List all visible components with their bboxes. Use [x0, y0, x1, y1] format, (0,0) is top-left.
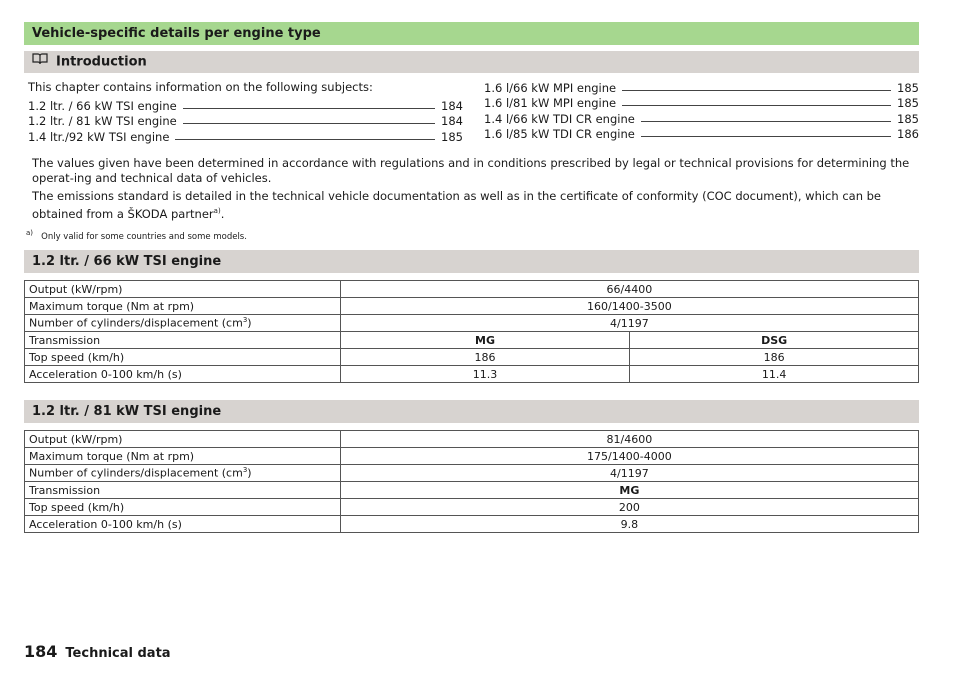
toc-item[interactable] — [484, 110, 919, 126]
toc-item-label: 1.6 l/66 kW MPI engine — [484, 80, 617, 95]
footnote — [26, 229, 247, 242]
toc-item-page: 184 — [441, 114, 463, 128]
row-label: Maximum torque (Nm at rpm) — [25, 448, 341, 465]
toc-leader — [183, 108, 435, 109]
row-value: 160/1400-3500 — [340, 298, 918, 315]
introduction-label: Introduction — [56, 54, 147, 70]
toc-item-page: 184 — [441, 98, 463, 113]
row-value: 175/1400-4000 — [340, 448, 918, 465]
toc-item-page: 185 — [441, 129, 463, 144]
row-label: Top speed (km/h) — [25, 349, 341, 366]
toc-item[interactable] — [484, 79, 919, 95]
toc-leader — [622, 105, 891, 106]
toc-item-page: 186 — [897, 127, 919, 141]
toc-item[interactable] — [28, 113, 463, 129]
table-row — [25, 366, 919, 383]
row-label — [25, 315, 341, 332]
row-label: Acceleration 0-100 km/h (s) — [25, 366, 341, 383]
row-value: 9.8 — [340, 516, 918, 533]
row-value: 186 — [340, 349, 630, 366]
toc-leader — [641, 121, 891, 122]
toc-item[interactable] — [484, 126, 919, 142]
row-value: MG — [340, 482, 918, 499]
row-value: 4/1197 — [340, 315, 918, 332]
toc-item-page: 185 — [897, 96, 919, 110]
row-value: MG — [340, 332, 630, 349]
toc-leader — [641, 136, 891, 137]
toc-item[interactable] — [28, 97, 463, 113]
row-value: 200 — [340, 499, 918, 516]
toc-item-page: 185 — [897, 80, 919, 95]
row-label — [25, 465, 341, 482]
unit-exponent: 3 — [242, 316, 248, 325]
unit-exponent: 3 — [242, 466, 248, 475]
intro-lead: This chapter contains information on the following subjects: — [28, 80, 373, 94]
toc-item-label: 1.2 ltr. / 66 kW TSI engine — [28, 98, 177, 113]
introduction-heading — [24, 51, 919, 73]
row-label: Transmission — [25, 332, 341, 349]
row-value: DSG — [630, 332, 919, 349]
row-label: Maximum torque (Nm at rpm) — [25, 298, 341, 315]
row-value: 81/4600 — [340, 431, 918, 448]
row-value: 11.3 — [340, 366, 630, 383]
toc-item[interactable] — [28, 128, 463, 144]
row-value: 186 — [630, 349, 919, 366]
intro-paragraph-2-end: . — [220, 206, 225, 221]
row-label: Top speed (km/h) — [25, 499, 341, 516]
row-value: 11.4 — [630, 366, 919, 383]
row-label-text: Number of cylinders/displacement (cm — [29, 316, 243, 330]
engine-1-title: 1.2 ltr. / 66 kW TSI engine — [24, 250, 919, 273]
footnote-ref: a) — [213, 207, 221, 215]
row-label-close: ) — [247, 466, 252, 480]
toc-item-label: 1.6 l/81 kW MPI engine — [484, 96, 617, 110]
table-row — [25, 482, 919, 499]
engine-2-table — [24, 430, 919, 533]
page-footer — [24, 642, 171, 661]
intro-paragraph-2 — [32, 189, 917, 222]
table-row — [25, 499, 919, 516]
row-label-text: Number of cylinders/displacement (cm — [29, 466, 243, 480]
toc-item-page: 185 — [897, 111, 919, 126]
toc-left — [28, 97, 463, 144]
row-label-close: ) — [247, 316, 252, 330]
row-value: 66/4400 — [340, 281, 918, 298]
toc-item[interactable] — [484, 95, 919, 111]
table-row — [25, 315, 919, 332]
footnote-mark: a) — [26, 229, 34, 237]
toc-right — [484, 79, 919, 141]
table-row — [25, 349, 919, 366]
table-row — [25, 465, 919, 482]
row-label: Transmission — [25, 482, 341, 499]
row-label: Output (kW/rpm) — [25, 281, 341, 298]
row-label: Acceleration 0-100 km/h (s) — [25, 516, 341, 533]
row-value: 4/1197 — [340, 465, 918, 482]
table-row — [25, 281, 919, 298]
row-label: Output (kW/rpm) — [25, 431, 341, 448]
toc-item-label: 1.2 ltr. / 81 kW TSI engine — [28, 114, 177, 128]
toc-leader — [183, 123, 435, 124]
table-row — [25, 298, 919, 315]
engine-2-title: 1.2 ltr. / 81 kW TSI engine — [24, 400, 919, 423]
page-number: 184 — [24, 642, 58, 661]
table-row — [25, 516, 919, 533]
toc-leader — [622, 90, 891, 91]
toc-item-label: 1.4 l/66 kW TDI CR engine — [484, 111, 635, 126]
book-icon — [32, 51, 48, 73]
footnote-text: Only valid for some countries and some models. — [41, 231, 247, 242]
table-row — [25, 332, 919, 349]
section-title: Vehicle-specific details per engine type — [24, 22, 919, 45]
toc-leader — [175, 139, 435, 140]
intro-paragraph-2-text: The emissions standard is detailed in the technical vehicle documentation as well as in the certificate of conformity (COC document), which can be obtained from a ŠKODA partner — [32, 189, 882, 221]
footer-section-title: Technical data — [65, 646, 171, 661]
table-row — [25, 431, 919, 448]
table-row — [25, 448, 919, 465]
toc-item-label: 1.6 l/85 kW TDI CR engine — [484, 127, 635, 141]
toc-item-label: 1.4 ltr./92 kW TSI engine — [28, 129, 170, 144]
intro-paragraph-1: The values given have been determined in accordance with regulations and in conditions prescribed by legal or technical provisions for determining the operat-ing and technical data of vehicles. — [32, 156, 910, 185]
engine-1-table — [24, 280, 919, 383]
